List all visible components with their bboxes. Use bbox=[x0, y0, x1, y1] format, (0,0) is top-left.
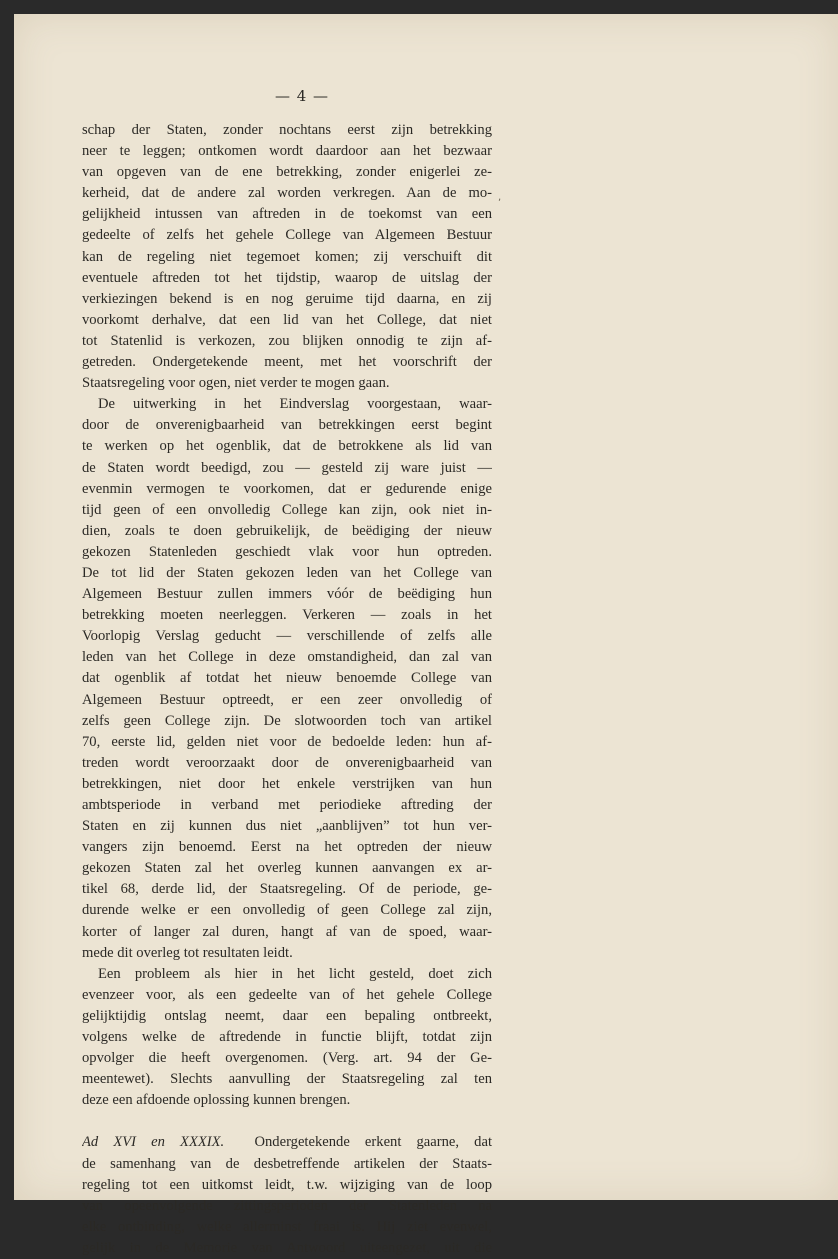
text-line: door de onverenigbaarheid van betrekkingen eerst begint bbox=[82, 417, 492, 434]
text-line: te werken op het ogenblik, dat de betrokkene als lid van bbox=[82, 438, 492, 455]
text-line: gekozen Statenleden geschiedt vlak voor hun optreden. bbox=[82, 543, 492, 560]
text-line: vangers zijn benoemd. Eerst na het optreden der nieuw bbox=[82, 839, 492, 856]
text-line: gelijk in de Memorie van Antwoord uiteengezet, uit die bbox=[82, 1239, 492, 1256]
text-line: De uitwerking in het Eindverslag voorgestaan, waar- bbox=[98, 396, 492, 413]
text-line: volgens welke de aftredende in functie blijft, totdat zijn bbox=[82, 1029, 492, 1046]
text-line: opvolger die heeft overgenomen. (Verg. art. 94 der Ge- bbox=[82, 1050, 492, 1067]
text-line: evenzeer voor, als een gedeelte van of het gehele College bbox=[82, 986, 492, 1003]
text-line: Staten en zij kunnen dus niet „aanblijven” tot hun ver- bbox=[82, 818, 492, 835]
text-line: durende welke er een onvolledig of geen College zal zijn, bbox=[82, 902, 492, 919]
text-line: leden van het College in deze omstandigheid, dan zal van bbox=[82, 649, 492, 666]
text-line: De tot lid der Staten gekozen leden van het College van bbox=[82, 564, 492, 581]
text-line: kan de regeling niet tegemoet komen; zij verschuift dit bbox=[82, 248, 492, 265]
text-line: voorkomt derhalve, dat een lid van het College, dat niet bbox=[82, 311, 492, 328]
text-line: Voorlopig Verslag geducht — verschillende of zelfs alle bbox=[82, 628, 492, 645]
text-line: gedeelte of zelfs het gehele College van Algemeen Bestuur bbox=[82, 227, 492, 244]
text-line: korter of langer zal duren, hangt af van de spoed, waar- bbox=[82, 923, 492, 940]
text-line: de Staten wordt beedigd, zou — gesteld zij ware juist — bbox=[82, 459, 492, 476]
text-line: eventuele aftreden tot het tijdstip, waarop de uitslag der bbox=[82, 269, 492, 286]
text-line: zelfs geen College zijn. De slotwoorden toch van artikel bbox=[82, 712, 492, 729]
paragraph-4 bbox=[82, 1132, 492, 1259]
text-line: gelijktijdig ontslag neemt, daar een bepaling ontbreekt, bbox=[82, 1007, 492, 1024]
text-line: mede dit overleg tot resultaten leidt. bbox=[82, 944, 293, 961]
text-line: 70, eerste lid, gelden niet voor de bedoelde leden: hun af- bbox=[82, 733, 492, 750]
heading-line-rest: Ondergetekende erkent gaarne, dat bbox=[254, 1134, 492, 1151]
text-line: deze een afdoende oplossing kunnen brengen. bbox=[82, 1092, 351, 1109]
text-line: verkiezingen bekend is en nog geruime tijd daarna, en zij bbox=[82, 290, 492, 307]
text-line: meentewet). Slechts aanvulling der Staatsregeling zal ten bbox=[82, 1071, 492, 1088]
text-line: schap der Staten, zonder nochtans eerst zijn betrekking bbox=[82, 122, 492, 138]
body-text bbox=[82, 120, 492, 1259]
text-line: van opgeven van de ene betrekking, zonder enigerlei ze- bbox=[82, 164, 492, 181]
text-line: van opeenvolgende zittingsperioden der Statenleden na bbox=[82, 1197, 492, 1214]
section-heading: Ad XVI en XXXIX. bbox=[82, 1134, 225, 1151]
text-line: treden wordt veroorzaakt door de onverenigbaarheid van bbox=[82, 754, 492, 771]
paragraph-2 bbox=[82, 394, 492, 964]
margin-mark: , bbox=[498, 192, 502, 203]
text-line: dat ogenblik af totdat het nieuw benoemde College van bbox=[82, 670, 492, 687]
text-line: gelijkheid intussen van aftreden in de toekomst van een bbox=[82, 206, 492, 223]
text-line: regeling tot een uitkomst leidt, t.w. wijziging van de loop bbox=[82, 1176, 492, 1193]
text-line: getreden. Ondergetekende meent, met het voorschrift der bbox=[82, 354, 492, 371]
paragraph-1 bbox=[82, 120, 492, 394]
text-line: Algemeen Bestuur optreedt, er een zeer onvolledig of bbox=[82, 691, 492, 708]
text-line: betrekking moeten neerleggen. Verkeren — zoals in het bbox=[82, 607, 492, 624]
text-line: evenmin vermogen te voorkomen, dat er gedurende enige bbox=[82, 480, 492, 497]
text-line: betrekkingen, niet door het enkele verstrijken van hun bbox=[82, 775, 492, 792]
text-line: dien, zoals te doen gebruikelijk, de beëdiging der nieuw bbox=[82, 522, 492, 539]
text-line: gekozen Staten zal het overleg kunnen aanvangen ex ar- bbox=[82, 860, 492, 877]
text-line: tikel 68, derde lid, der Staatsregeling. Of de periode, ge- bbox=[82, 881, 492, 898]
text-line: de samenhang van de desbetreffende artikelen der Staats- bbox=[82, 1155, 492, 1172]
text-line: tijd geen of een onvolledig College kan zijn, ook niet in- bbox=[82, 501, 492, 518]
paragraph-spacer bbox=[82, 1111, 492, 1132]
text-line: neer te leggen; ontkomen wordt daardoor aan het bezwaar bbox=[82, 143, 492, 160]
text-line: Een probleem als hier in het licht gesteld, doet zich bbox=[98, 965, 492, 982]
text-line: tot Statenlid is verkozen, zou blijken onnodig te zijn af- bbox=[82, 332, 492, 349]
text-line: kerheid, dat de andere zal worden verkregen. Aan de mo- bbox=[82, 185, 492, 202]
document-page bbox=[14, 14, 838, 1256]
page-number: — 4 — bbox=[274, 87, 330, 105]
text-line: Staatsregeling voor ogen, niet verder te mogen gaan. bbox=[82, 375, 390, 392]
text-line bbox=[82, 1132, 492, 1153]
paragraph-3 bbox=[82, 964, 492, 1112]
text-line: Algemeen Bestuur zullen immers vóór de beëdiging hun bbox=[82, 586, 492, 603]
text-line: ambtsperiode in verband met periodieke aftreding der bbox=[82, 797, 492, 813]
text-line: elke ontbinding, welke allerminst fraai is. Hij ziet evenwel, bbox=[82, 1218, 492, 1235]
